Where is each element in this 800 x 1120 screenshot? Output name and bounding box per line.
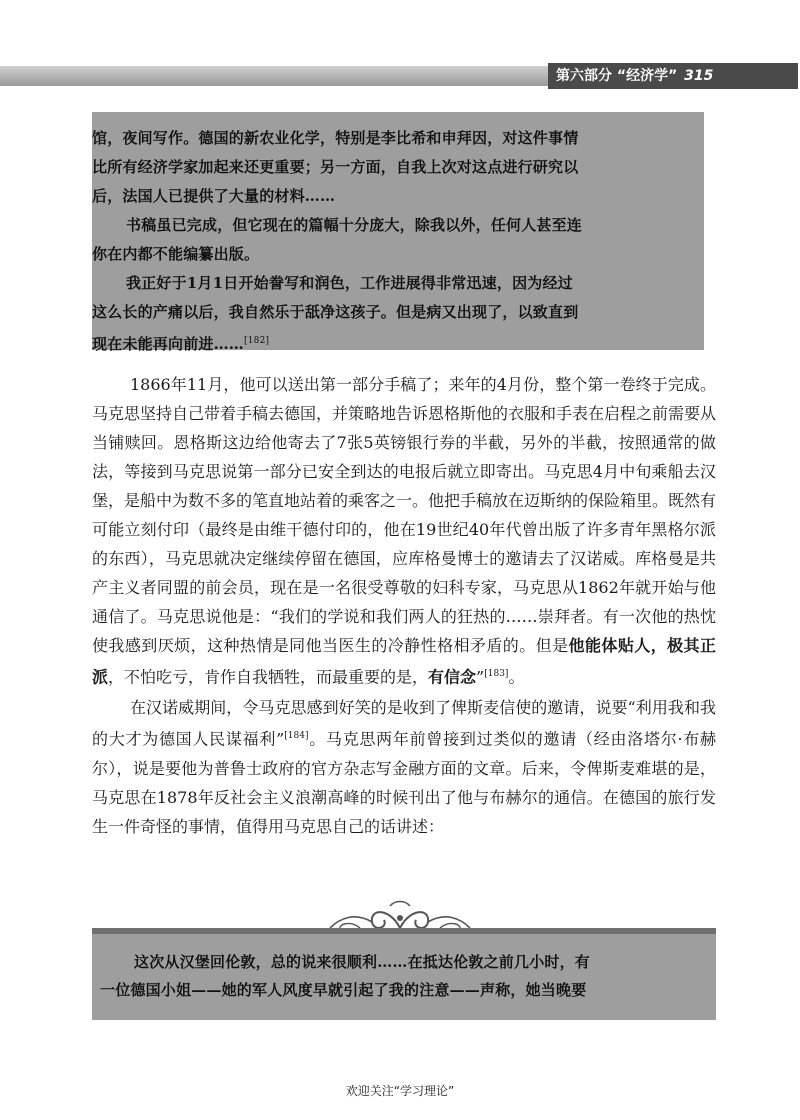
paragraph-1 — [92, 370, 716, 691]
bold-phrase: 他能体贴人，极其正派 — [92, 636, 716, 687]
quote-line: 这次从汉堡回伦敦，总的说来很顺利……在抵达伦敦之前几小时，有 — [134, 953, 591, 971]
quote-line: 后，法国人已提供了大量的材料…… — [92, 187, 336, 205]
page-footer: 欢迎关注“学习理论” — [345, 1084, 455, 1098]
quote-line-text: 现在未能再向前进…… — [92, 335, 245, 353]
header-title: “经济学” — [616, 68, 678, 84]
paragraph-1-text: ” — [476, 667, 485, 687]
footnote-ref-183[interactable]: [183] — [484, 669, 509, 679]
bold-phrase: 有信念 — [428, 667, 477, 687]
header-section: 第六部分 — [556, 68, 612, 84]
quote-line: 比所有经济学家加起来还更重要；另一方面，自我上次对这点进行研究以 — [92, 158, 579, 176]
body-text — [92, 370, 716, 841]
quote-line: 一位德国小姐——她的军人风度早就引起了我的注意——声称，她当晚要 — [100, 981, 587, 999]
quote-line: 书稿虽已完成，但它现在的篇幅十分庞大，除我以外，任何人甚至连 — [126, 216, 583, 234]
paragraph-2 — [92, 693, 716, 840]
running-header — [548, 63, 798, 89]
page-number: 315 — [684, 68, 714, 84]
block-quote-1 — [92, 112, 704, 353]
paragraph-1-text: ，不怕吃亏，肯作自我牺牲，而最重要的是， — [108, 667, 429, 687]
quote-line-last — [92, 327, 704, 359]
paragraph-1-text: 。 — [508, 667, 525, 687]
quote-line: 馆，夜间写作。德国的新农业化学，特别是李比希和申拜因，对这件事情 — [92, 129, 579, 147]
quote-line: 这么长的产痛以后，我自然乐于舐净这孩子。但是病又出现了，以致直到 — [92, 303, 579, 321]
quote-line: 我正好于1月1日开始誊写和润色，工作进展得非常迅速，因为经过 — [126, 274, 573, 292]
paragraph-2-text: 。马克思两年前曾接到过类似的邀请（经由洛塔尔·布赫尔），说是要他为普鲁士政府的官方杂志写金融方面的文章。后来，令俾斯麦难堪的是，马克思在1878年反社会主义浪潮高峰的时候刊出了他与布赫尔的通信。在德国的旅行发生一件奇怪的事情，值得用马克思自己的话讲述： — [92, 729, 717, 836]
block-quote-2 — [92, 934, 716, 1020]
quote-line: 你在内都不能编纂出版。 — [92, 245, 260, 263]
footnote-ref-184[interactable]: [184] — [284, 731, 309, 742]
footnote-ref-182[interactable]: [182] — [244, 336, 270, 346]
paragraph-1-text: 1866年11月，他可以送出第一部分手稿了；来年的4月份，整个第一卷终于完成。马克思坚持自己带着手稿去德国，并策略地告诉恩格斯他的衣服和手表在启程之前需要从当铺赎回。恩格斯这边给他寄去了7张5英镑银行券的半截，另外的半截，按照通常的做法，等接到马克思说第一部分已安全到达的电报后就立即寄出。马克思4月中旬乘船去汉堡，是船中为数不多的笔直地站着的乘客之一。他把手稿放在迈斯纳的保险箱里。既然有可能立刻付印（最终是由维干德付印的，他在19世纪40年代曾出版了许多青年黑格尔派的东西），马克思就决定继续停留在德国，应库格曼博士的邀请去了汉诺威。库格曼是共产主义者同盟的前会员，现在是一名很受尊敬的妇科专家，马克思从1862年就开始与他通信了。马克思说他是：“我们的学说和我们两人的狂热的……崇拜者。有一次他的热忱使我感到厌烦，这种热情是同他当医生的冷静性格相矛盾的。但是 — [92, 375, 717, 655]
paragraph-2-text: 在汉诺威期间，令马克思感到好笑的是收到了俾斯麦信使的邀请，说要“利用我和我的大才为德国人民谋福利” — [92, 698, 716, 749]
